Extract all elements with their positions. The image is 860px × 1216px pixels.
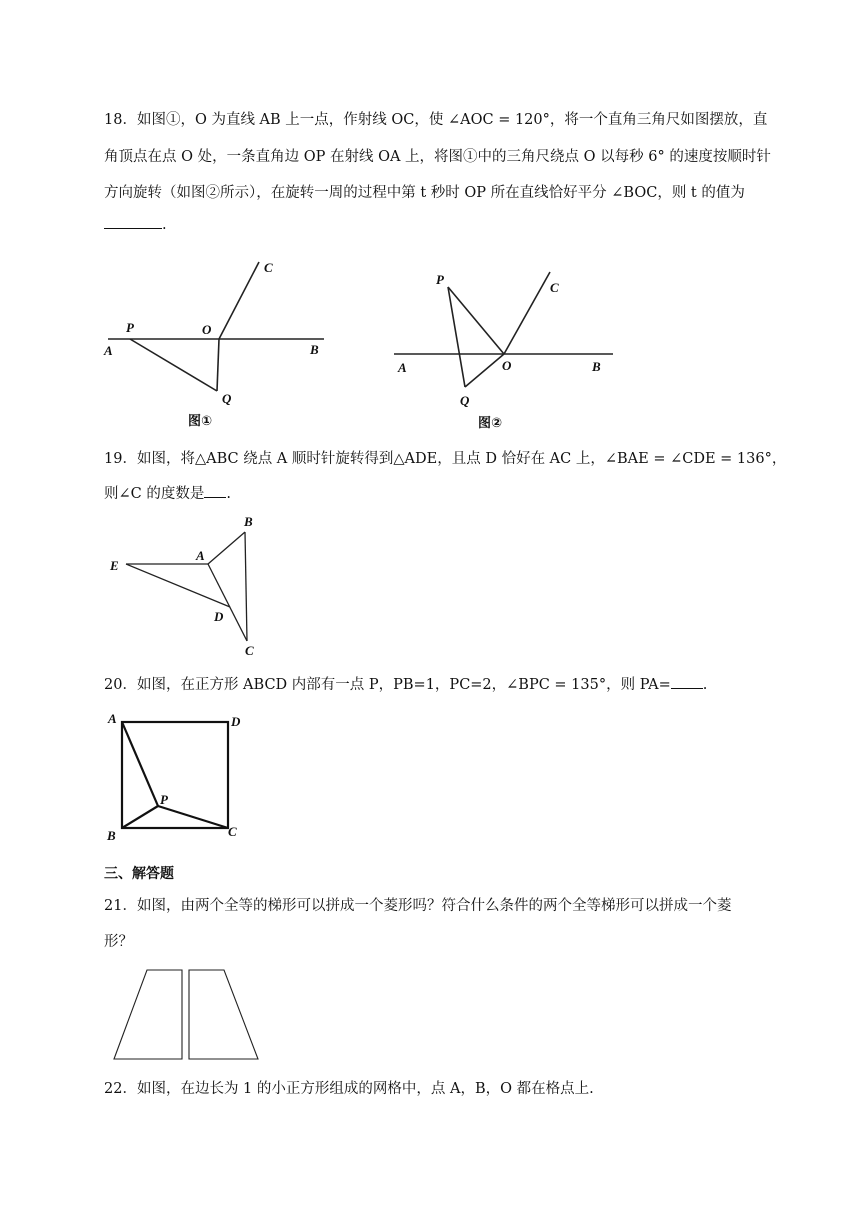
fig1-edge-qo: [217, 339, 219, 391]
q19-label-e: E: [110, 558, 119, 573]
q21-line-2: 形？: [104, 934, 133, 950]
fig1-label-o: O: [202, 322, 212, 337]
q21-figure: [108, 964, 268, 1064]
q19-label-c: C: [245, 643, 254, 658]
fig2-caption: 图②: [478, 416, 503, 431]
q22-line-1: 22．如图，在边长为 1 的小正方形组成的网格中，点 A，B，O 都在格点上.: [104, 1081, 594, 1097]
fig1-label-q: Q: [222, 391, 232, 406]
q18-line-3: 方向旋转（如图②所示），在旋转一周的过程中第 t 秒时 OP 所在直线恰好平分 ∠BOC，则 t 的值为: [104, 185, 745, 201]
q19-line-2: [104, 483, 764, 504]
q18-line-1: 18．如图①，O 为直线 AB 上一点，作射线 OC，使 ∠AOC = 120°，将一个直角三角尺如图摆放，直: [104, 112, 768, 128]
q20-segment-pc: [158, 806, 228, 828]
q20-line-1-start: 20．如图，在正方形 ABCD 内部有一点 P，PB=1，PC=2，∠BPC = 135°，则 PA=: [104, 677, 671, 693]
q20-figure: [104, 708, 254, 848]
fig1-caption: 图①: [188, 414, 213, 429]
fig2-edge-qo: [465, 354, 504, 387]
q19-line-2-end: .: [226, 486, 231, 502]
q21-trapezoid-right: [189, 970, 258, 1059]
fig2-label-q: Q: [460, 393, 470, 408]
q20-label-a: A: [108, 711, 117, 726]
fig1-edge-pq: [130, 339, 217, 391]
q19-label-b: B: [244, 514, 253, 529]
q21-trapezoid-left: [114, 970, 182, 1059]
section-heading: 三、解答题: [104, 866, 174, 882]
answer-blank-q18: [104, 214, 162, 229]
fig1-ray-oc: [219, 262, 259, 339]
q19-label-a: A: [196, 548, 205, 563]
q20-segment-pa: [122, 722, 158, 806]
q20-label-d: D: [231, 714, 241, 729]
fig2-edge-pq: [448, 287, 465, 387]
q20-segment-pb: [122, 806, 158, 828]
q18-line-4-end: .: [162, 217, 167, 233]
fig2-label-c: C: [550, 280, 559, 295]
q19-edge-bc: [245, 532, 247, 641]
q19-figure: [104, 510, 274, 660]
answer-blank-q20: [671, 674, 703, 689]
q19-edge-ab: [208, 532, 245, 564]
q19-line-1: 19．如图，将△ABC 绕点 A 顺时针旋转得到△ADE，且点 D 恰好在 AC 上，∠BAE = ∠CDE = 136°，: [104, 451, 787, 467]
answer-blank-q19: [204, 483, 226, 498]
fig1-label-b: B: [310, 342, 319, 357]
q18-line-2: 角顶点在点 O 处，一条直角边 OP 在射线 OA 上，将图①中的三角尺绕点 O 以每秒 6° 的速度按顺时针: [104, 149, 771, 165]
fig2-label-b: B: [592, 359, 601, 374]
q20-label-p: P: [160, 792, 168, 807]
q19-label-d: D: [214, 609, 224, 624]
fig2-label-o: O: [502, 358, 512, 373]
q19-edge-ed: [126, 564, 230, 607]
q20-label-c: C: [228, 824, 237, 839]
q20-label-b: B: [107, 828, 116, 843]
fig2-ray-oc: [504, 272, 550, 354]
fig2-edge-po: [448, 287, 504, 354]
q20-line-1: [104, 674, 764, 695]
fig1-label-p: P: [126, 320, 134, 335]
fig2-label-p: P: [436, 272, 444, 287]
q19-edge-ac: [208, 564, 247, 641]
q18-figure-1: [98, 255, 338, 435]
fig2-label-a: A: [398, 360, 407, 375]
q19-line-2-start: 则∠C 的度数是: [104, 486, 205, 502]
q21-line-1: 21．如图，由两个全等的梯形可以拼成一个菱形吗？符合什么条件的两个全等梯形可以拼成一个菱: [104, 898, 732, 914]
q18-figure-2: [388, 265, 628, 440]
fig1-label-c: C: [264, 260, 273, 275]
q20-line-1-end: .: [702, 677, 708, 693]
q18-line-4: [104, 214, 764, 235]
fig1-label-a: A: [104, 343, 113, 358]
